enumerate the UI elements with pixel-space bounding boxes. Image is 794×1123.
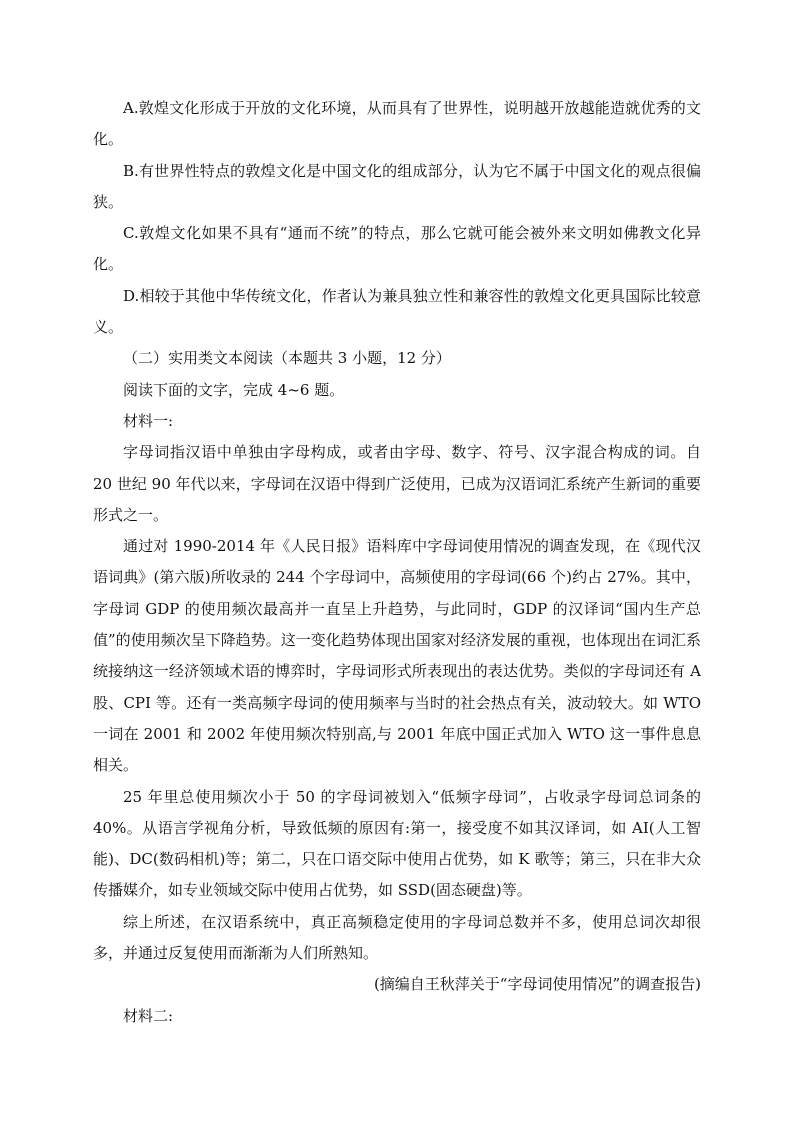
option-c: C.敦煌文化如果不具有“通而不统”的特点，那么它就可能会被外来文明如佛教文化异化。 <box>93 224 701 274</box>
option-b: B.有世界性特点的敦煌文化是中国文化的组成部分，认为它不属于中国文化的观点很偏狭。 <box>93 161 701 211</box>
option-d: D.相较于其他中华传统文化，作者认为兼具独立性和兼容性的敦煌文化更具国际比较意义。 <box>93 286 701 337</box>
option-a: A.敦煌文化形成于开放的文化环境，从而具有了世界性，说明越开放越能造就优秀的文化。 <box>93 99 701 149</box>
material1-label: 材料一: <box>123 411 174 430</box>
material1-paragraph-3: 25 年里总使用频次小于 50 的字母词被划入“低频字母词”，占收录字母词总词条的 40%。从语言学视角分析，导致低频的原因有:第一，接受度不如其汉译词，如 AI(人工智能)、DC(数码相机)等；第二，只在口语交际中使用占优势，如 K 歌等；第三，只在非大众传播媒介，如专业领域交际中使用占优势，如 SSD(固态硬盘)等。 <box>93 787 701 900</box>
section-heading: （二）实用类文本阅读（本题共 3 小题，12 分） <box>123 349 451 368</box>
material2-label: 材料二: <box>123 1006 174 1025</box>
material1-paragraph-4: 综上所述，在汉语系统中，真正高频稳定使用的字母词总数并不多，使用总词次却很多，并通过反复使用而渐渐为人们所熟知。 <box>93 912 701 963</box>
document-page <box>93 93 701 1032</box>
source-note: (摘编自王秋萍关于“字母词使用情况”的调查报告) <box>373 975 701 994</box>
reading-instruction: 阅读下面的文字，完成 4~6 题。 <box>123 380 345 399</box>
material1-paragraph-1: 字母词指汉语中单独由字母构成，或者由字母、数字、符号、汉字混合构成的词。自 20 世纪 90 年代以来，字母词在汉语中得到广泛使用，已成为汉语词汇系统产生新词的重要形式之一。 <box>93 443 701 524</box>
material1-paragraph-2: 通过对 1990-2014 年《人民日报》语料库中字母词使用情况的调查发现，在《现代汉语词典》(第六版)所收录的 244 个字母词中，高频使用的字母词(66 个)约占 27%。其中，字母词 GDP 的使用频次最高并一直呈上升趋势，与此同时，GDP 的汉译词“国内生产总值”的使用频次呈下降趋势。这一变化趋势体现出国家对经济发展的重视，也体现出在词汇系统接纳这一经济领域术语的博弈时，字母词形式所表现出的表达优势。类似的字母词还有 A 股、CPI 等。还有一类高频字母词的使用频率与当时的社会热点有关，波动较大。如 WTO 一词在 2001 和 2002 年使用频次特别高,与 2001 年底中国正式加入 WTO 这一事件息息相关。 <box>93 537 701 775</box>
